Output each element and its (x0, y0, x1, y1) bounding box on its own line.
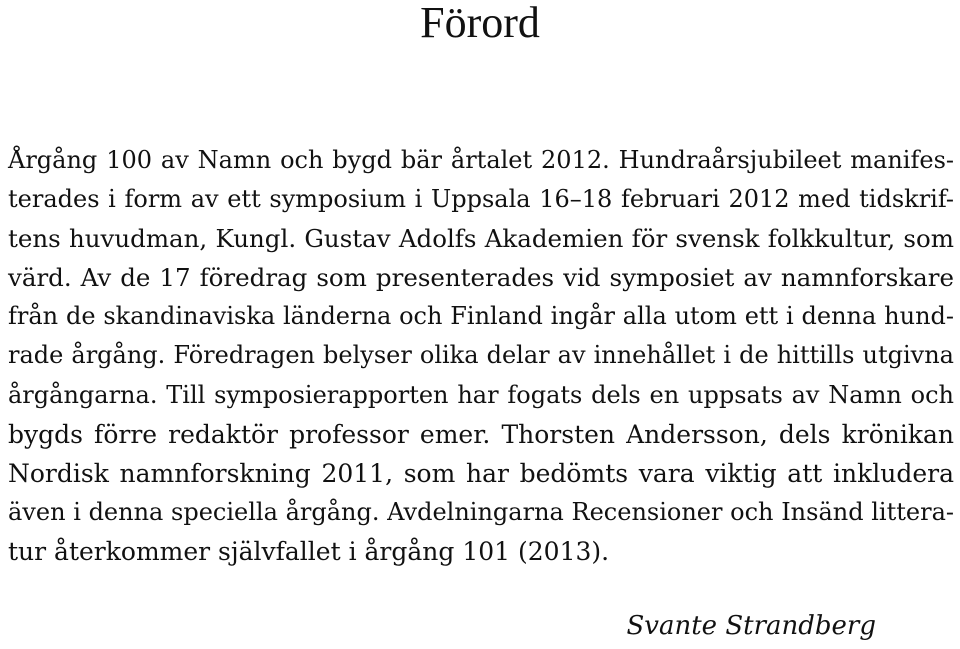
body-line: tens huvudman, Kungl. Gustav Adolfs Akademien för svensk folkkultur, som (8, 224, 954, 254)
body-line: Nordisk namnforskning 2011, som har bedömts vara viktig att inkludera (8, 458, 954, 488)
body-text (8, 141, 954, 571)
body-line: värd. Av de 17 föredrag som presenterades vid symposiet av namnforskare (8, 263, 954, 293)
body-line: från de skandinaviska länderna och Finland ingår alla utom ett i denna hund- (8, 302, 954, 331)
body-line: årgångarna. Till symposierapporten har fogats dels en uppsats av Namn och (8, 380, 954, 409)
body-line: även i denna speciella årgång. Avdelningarna Recensioner och Insänd littera- (8, 497, 954, 526)
body-line: terades i form av ett symposium i Uppsala 16–18 februari 2012 med tidskrif- (8, 185, 954, 214)
body-line: tur återkommer självfallet i årgång 101 (2013). (8, 536, 610, 566)
signature: Svante Strandberg (626, 611, 876, 641)
body-line: bygds förre redaktör professor emer. Thorsten Andersson, dels krönikan (8, 419, 954, 449)
page-title: Förord (420, 0, 540, 47)
body-line: Årgång 100 av Namn och bygd bär årtalet 2012. Hundraårsjubileet manifes- (8, 146, 954, 174)
body-line: rade årgång. Föredragen belyser olika delar av innehållet i de hittills utgivna (8, 341, 954, 370)
